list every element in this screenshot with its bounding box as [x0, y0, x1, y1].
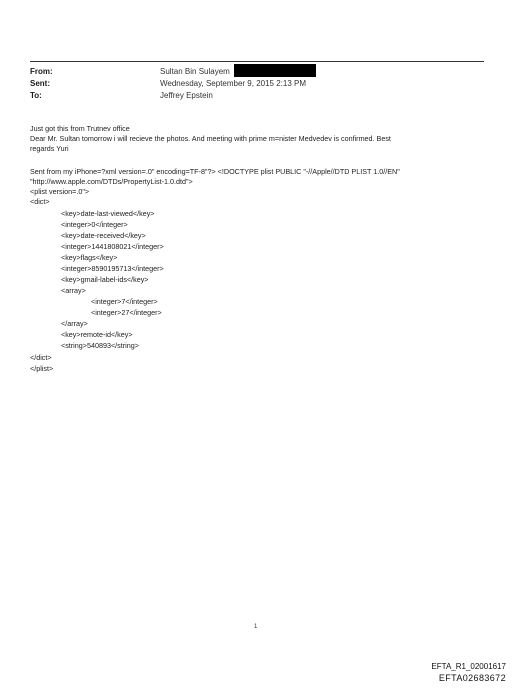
to-label: To:	[30, 91, 42, 100]
plist-line: <key>flags</key>	[61, 253, 118, 262]
signature-line: "http://www.apple.com/DTDs/PropertyList-1.0.dtd">	[30, 177, 193, 186]
plist-line: <integer>1441808021</integer>	[61, 242, 164, 251]
plist-line: <integer>7</integer>	[91, 297, 158, 306]
signature-line: Sent from my iPhone=?xml version=.0" encoding=TF-8"?> <!DOCTYPE plist PUBLIC "-//Apple//DTD PLIST 1.0//EN"	[30, 167, 400, 176]
from-label: From:	[30, 67, 53, 76]
plist-line: <array>	[61, 286, 86, 295]
bates-number-primary: EFTA_R1_02001617	[431, 662, 506, 671]
body-line: Just got this from Trutnev office	[30, 124, 130, 133]
plist-line: <integer>0</integer>	[61, 220, 128, 229]
signature-line: <dict>	[30, 197, 50, 206]
plist-line: </array>	[61, 319, 88, 328]
body-line: Dear Mr. Sultan tomorrow i will recieve the photos. And meeting with prime m=nister Medvedev is confirmed. Best	[30, 134, 391, 143]
plist-line: <key>date-last-viewed</key>	[61, 209, 155, 218]
from-value: Sultan Bin Sulayem	[160, 67, 230, 76]
body-line: regards Yuri	[30, 144, 69, 153]
page-number: 1	[254, 624, 258, 630]
plist-line: <integer>8590195713</integer>	[61, 264, 164, 273]
header-rule	[30, 61, 484, 62]
bates-number-secondary: EFTA02683672	[438, 673, 506, 683]
signature-line: <plist version=.0">	[30, 187, 90, 196]
closing-line: </plist>	[30, 364, 54, 373]
plist-line: <key>date-received</key>	[61, 231, 146, 240]
sent-value: Wednesday, September 9, 2015 2:13 PM	[160, 79, 307, 88]
sent-label: Sent:	[30, 79, 50, 88]
plist-line: <key>remote-id</key>	[61, 330, 133, 339]
plist-line: <integer>27</integer>	[91, 308, 162, 317]
plist-line: <key>gmail-label-ids</key>	[61, 275, 149, 284]
redaction-box	[234, 64, 316, 77]
to-value: Jeffrey Epstein	[160, 91, 213, 100]
closing-line: </dict>	[30, 353, 52, 362]
plist-line: <string>540893</string>	[61, 341, 139, 350]
